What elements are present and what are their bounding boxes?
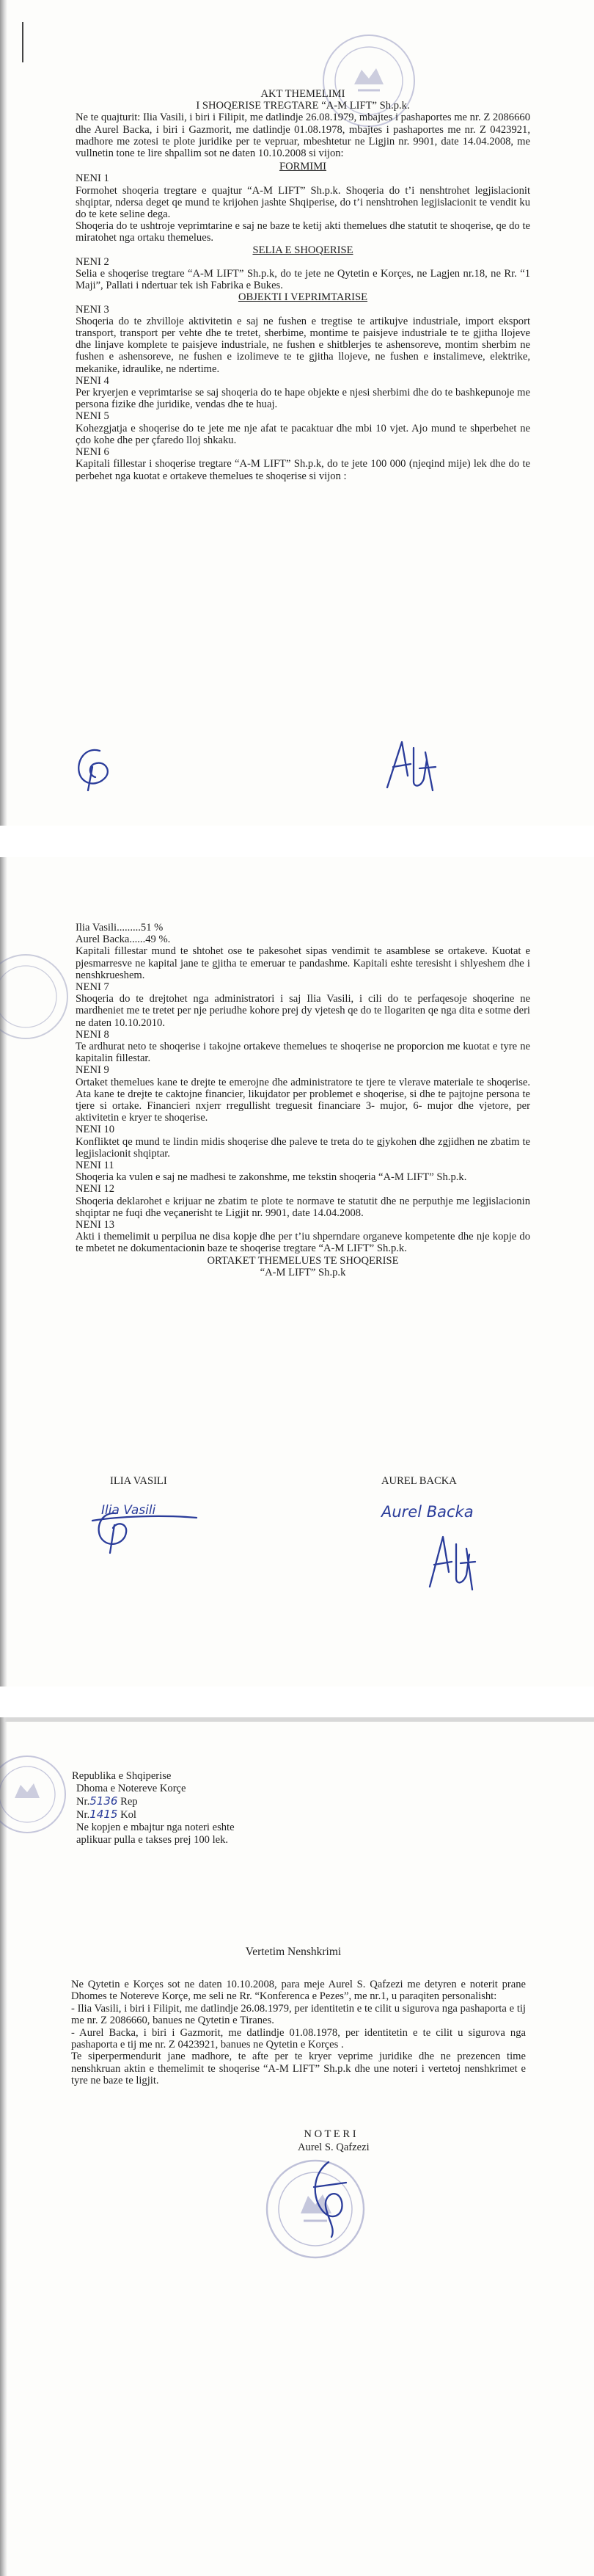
article-paragraph: Shoqeria do te drejtohet nga administratori i saj Ilia Vasili, i cili do te perfaqesoje shoqerine ne mardheniet me te tretet per nje periudhe kohore prej dy vjetesh qe do te llogariten qe nga dita e sotme deri ne daten 10.10.2010. bbox=[76, 993, 530, 1029]
doc-subtitle: I SHOQERISE TREGTARE “A-M LIFT” Sh.p.k. bbox=[196, 100, 410, 112]
article-paragraph: Ortaket themelues kane te drejte te emerojne dhe administratore te tjere te vlerave materiale te shoqerise. Ata kane te drejte te caktojne financier, likujdator per problemet e shoqerise, si dhe te pajtojne persona te tjere si ortake. Financieri nxjerr rregullisht treguesit financiare 3- mujor, 6- mujor dhe vjetore, per aktivitetin e kryer te shoqerise. bbox=[76, 1076, 530, 1124]
notary-signature bbox=[299, 2158, 358, 2238]
pen-mark bbox=[22, 22, 23, 62]
article-heading: NENI 12 bbox=[76, 1183, 115, 1196]
register-rep-line bbox=[72, 1795, 365, 1808]
article-heading: NENI 10 bbox=[76, 1124, 115, 1136]
section-heading-objekti: OBJEKTI I VEPRIMTARISE bbox=[238, 291, 368, 304]
article-paragraph: Shoqeria do te zhvilloje aktivitetin e saj ne fushen e tregtise te artikujve industriale, import eksport transport, transport per vehte dhe te tretet, sherbime, montime te paisjeve industriale te te gjitha llojeve dhe linjave komplete te paisjeve industriale, ne fushen e shitblerjes te ashensoreve, montim sherbim ne fushen e ashensoreve, ne fushen e izolimeve te te gjitha llojeve, ne fushen e instalimeve, elektrike, mekanike, idraulike, ne ndertime. bbox=[76, 315, 530, 375]
share-line: Aurel Backa......49 %. bbox=[76, 934, 171, 946]
article-heading: NENI 13 bbox=[76, 1219, 115, 1231]
document-page-2 bbox=[0, 857, 594, 1687]
person-line: - Aurel Backa, i biri i Gazmorit, me datlindje 01.08.1978, per identitetin e te cilit u sigurova nga pashaporta e tij me nr. Z 0423921, banues ne Qytetin e Korçes . bbox=[71, 2026, 526, 2051]
intro-paragraph: Ne te quajturit: Ilia Vasili, i biri i Filipit, me datlindje 26.08.1979, mbajtes i pashaportes me nr. Z 2086660 dhe Aurel Backa, i biri i Gazmorit, me datlindje 01.08.1978, mbajtes i pashaportes me nr. Z 0423921, madhore me zotesi te plote juridike per te vepruar, mbeshtetur ne Ligjin nr. 9901, date 14.04.2008, me vullnetin tone te lire shpallim sot ne daten 10.10.2008 si vijon: bbox=[76, 112, 530, 160]
scan-shadow bbox=[0, 0, 7, 826]
article-heading: NENI 1 bbox=[76, 172, 109, 185]
article-paragraph: Shoqeria deklarohet e krijuar ne zbatim te plote te normave te statutit dhe ne perputhje me legjislacionin shqiptar ne fuqi dhe veçanerisht te Ligjit nr. 9901, date 14.04.2008. bbox=[76, 1195, 530, 1219]
signature-aurel-flourish bbox=[425, 1532, 477, 1591]
verification-paragraph: Te siperpermendurit jane madhore, te afte per te kryer veprime juridike dhe ne prezencen time nenshkruan aktin e themelimit te shoqerise “A-M LIFT” Sh.p.k dhe une noteri i vertetoj nenshkrimet e tyre ne baze te ligjit. bbox=[71, 2051, 526, 2087]
notary-stamp bbox=[0, 1754, 67, 1835]
kol-label: Nr. bbox=[76, 1809, 90, 1821]
stamp-fee-note: aplikuar pulla e takses prej 100 lek. bbox=[76, 1834, 229, 1846]
notary-stamp bbox=[0, 953, 70, 1041]
article-heading: NENI 6 bbox=[76, 446, 109, 459]
article-paragraph: Shoqeria ka vulen e saj ne madhesi te zakonshme, me tekstin shoqeria “A-M LIFT” Sh.p.k. bbox=[76, 1171, 467, 1184]
deed-text-continued bbox=[76, 922, 530, 1278]
scan-edge bbox=[0, 1717, 594, 1722]
page-gap bbox=[0, 826, 594, 857]
header-republic: Republika e Shqiperise bbox=[72, 1770, 172, 1782]
article-heading: NENI 7 bbox=[76, 981, 109, 994]
signature-aurel-initials bbox=[381, 738, 440, 793]
article-paragraph: Selia e shoqerise tregtare “A-M LIFT” Sh.p.k, do te jete ne Qytetin e Korçes, ne Lagjen nr.18, ne Rr. “1 Maji”, Pallati i ndertuar tek ish Fabrika e Bukes. bbox=[76, 268, 530, 292]
document-page-1 bbox=[0, 0, 594, 826]
article-heading: NENI 3 bbox=[76, 303, 109, 316]
notary-title: N O T E R I bbox=[304, 2128, 356, 2140]
notary-header bbox=[72, 1770, 365, 1847]
article-paragraph: Akti i themelimit u perpilua ne disa kopje dhe per t’iu shperndare organeve kompetente dhe nje kopje do te mbetet ne dokumentacionin baze te shoqerise tregtare “A-M LIFT” Sh.p.k. bbox=[76, 1231, 530, 1255]
signatory-name-1: ILIA VASILI bbox=[110, 1475, 167, 1487]
kol-number: 1415 bbox=[89, 1808, 118, 1821]
article-heading: NENI 4 bbox=[76, 374, 109, 387]
article-paragraph: Shoqeria do te ushtroje veprimtarine e saj ne baze te ketij akti themelues dhe statutit te shoqerise, qe do te miratohet nga ortaku themelues. bbox=[76, 220, 530, 244]
article-heading: NENI 2 bbox=[76, 255, 109, 268]
signature-ilia-flourish bbox=[89, 1496, 199, 1554]
signatory-name-2: AUREL BACKA bbox=[381, 1475, 457, 1487]
document-page-3 bbox=[0, 1717, 594, 2576]
rep-label: Nr. bbox=[76, 1796, 90, 1808]
verification-paragraph: Ne Qytetin e Korçes sot ne daten 10.10.2008, para meje Aurel S. Qafzezi me detyren e noterit prane Dhomes te Notereve Korçe, me seli ne Rr. “Konferenca e Pezes”, me nr.1, u paraqiten personalisht: bbox=[71, 1979, 526, 2003]
verification-title: Vertetim Nenshkrimi bbox=[245, 1946, 342, 1958]
section-heading-formimi: FORMIMI bbox=[279, 161, 327, 173]
founders-heading: ORTAKET THEMELUES TE SHOQERISE bbox=[207, 1254, 399, 1267]
stamp-fee-note: Ne kopjen e mbajtur nga noteri eshte bbox=[76, 1822, 235, 1833]
verification-text bbox=[71, 1979, 526, 2087]
kol-suffix: Kol bbox=[120, 1809, 136, 1821]
article-paragraph: Te ardhurat neto te shoqerise i takojne ortakeve themelues te shoqerise ne proporcion me kuotat e tyre ne kapitalin fillestar. bbox=[76, 1041, 530, 1065]
founders-company: “A-M LIFT” Sh.p.k bbox=[260, 1266, 346, 1278]
handwritten-signature-aurel: Aurel Backa bbox=[381, 1503, 474, 1521]
notary-name: Aurel S. Qafzezi bbox=[298, 2142, 370, 2153]
article-heading: NENI 9 bbox=[76, 1064, 109, 1077]
article-heading: NENI 8 bbox=[76, 1028, 109, 1041]
article-paragraph: Per kryerjen e veprimtarise se saj shoqeria do te hape objekte e njesi sherbimi dhe do te bashkepunoje me persona fizike dhe juridike, vendas dhe te huaj. bbox=[76, 387, 530, 411]
article-heading: NENI 11 bbox=[76, 1160, 114, 1172]
register-kol-line bbox=[72, 1808, 365, 1822]
doc-title: AKT THEMELIMI bbox=[260, 88, 345, 100]
signature-ilia-initials bbox=[72, 745, 116, 793]
share-line: Ilia Vasili.........51 % bbox=[76, 922, 164, 934]
header-chamber: Dhoma e Notereve Korçe bbox=[76, 1783, 186, 1794]
article-paragraph: Formohet shoqeria tregtare e quajtur “A-M LIFT” Sh.p.k. Shoqeria do t’i nenshtrohet legjislacionit shqiptar, ndersa deget qe mund te krijohen jashte Shqiperise, do t’i nenshtrohen legjislacionit te vendit ku do te kete seline dega. bbox=[76, 184, 530, 221]
article-paragraph: Kapitali fillestar i shoqerise tregtare “A-M LIFT” Sh.p.k, do te jete 100 000 (njeqind mije) lek dhe do te perbehet nga kuotat e ortakeve themelues te shoqerise si vijon : bbox=[76, 458, 530, 482]
rep-suffix: Rep bbox=[120, 1796, 138, 1808]
article-heading: NENI 5 bbox=[76, 410, 109, 423]
handwritten-signature-ilia: Ilia Vasili bbox=[101, 1503, 156, 1518]
rep-number: 5136 bbox=[89, 1794, 118, 1808]
scan-shadow bbox=[0, 1717, 7, 2576]
article-paragraph: Kohezgjatja e shoqerise do te jete me nje afat te pacaktuar dhe mbi 10 vjet. Ajo mund te shperbehet ne çdo kohe dhe per çfaredo lloj shkaku. bbox=[76, 422, 530, 446]
deed-text bbox=[76, 88, 530, 482]
page-gap bbox=[0, 1687, 594, 1717]
person-line: - Ilia Vasili, i biri i Filipit, me datlindje 26.08.1979, per identitetin e te cilit u sigurova nga pashaporta e tij me nr. Z 2086660, banues ne Qytetin e Tiranes. bbox=[71, 2002, 526, 2027]
article-paragraph: Kapitali fillestar mund te shtohet ose te pakesohet sipas vendimit te asamblese se ortakeve. Kuotat e pjesmarresve ne kapital jane te gjitha te emeruar te pandashme. Kapitali eshte teresisht i shlyeshem dhe i nenshkrueshem. bbox=[76, 945, 530, 981]
article-paragraph: Konfliktet qe mund te lindin midis shoqerise dhe paleve te treta do te gjykohen dhe zgjidhen ne zbatim te legjislacionit shqiptar. bbox=[76, 1135, 530, 1160]
section-heading-selia: SELIA E SHOQERISE bbox=[252, 244, 353, 256]
